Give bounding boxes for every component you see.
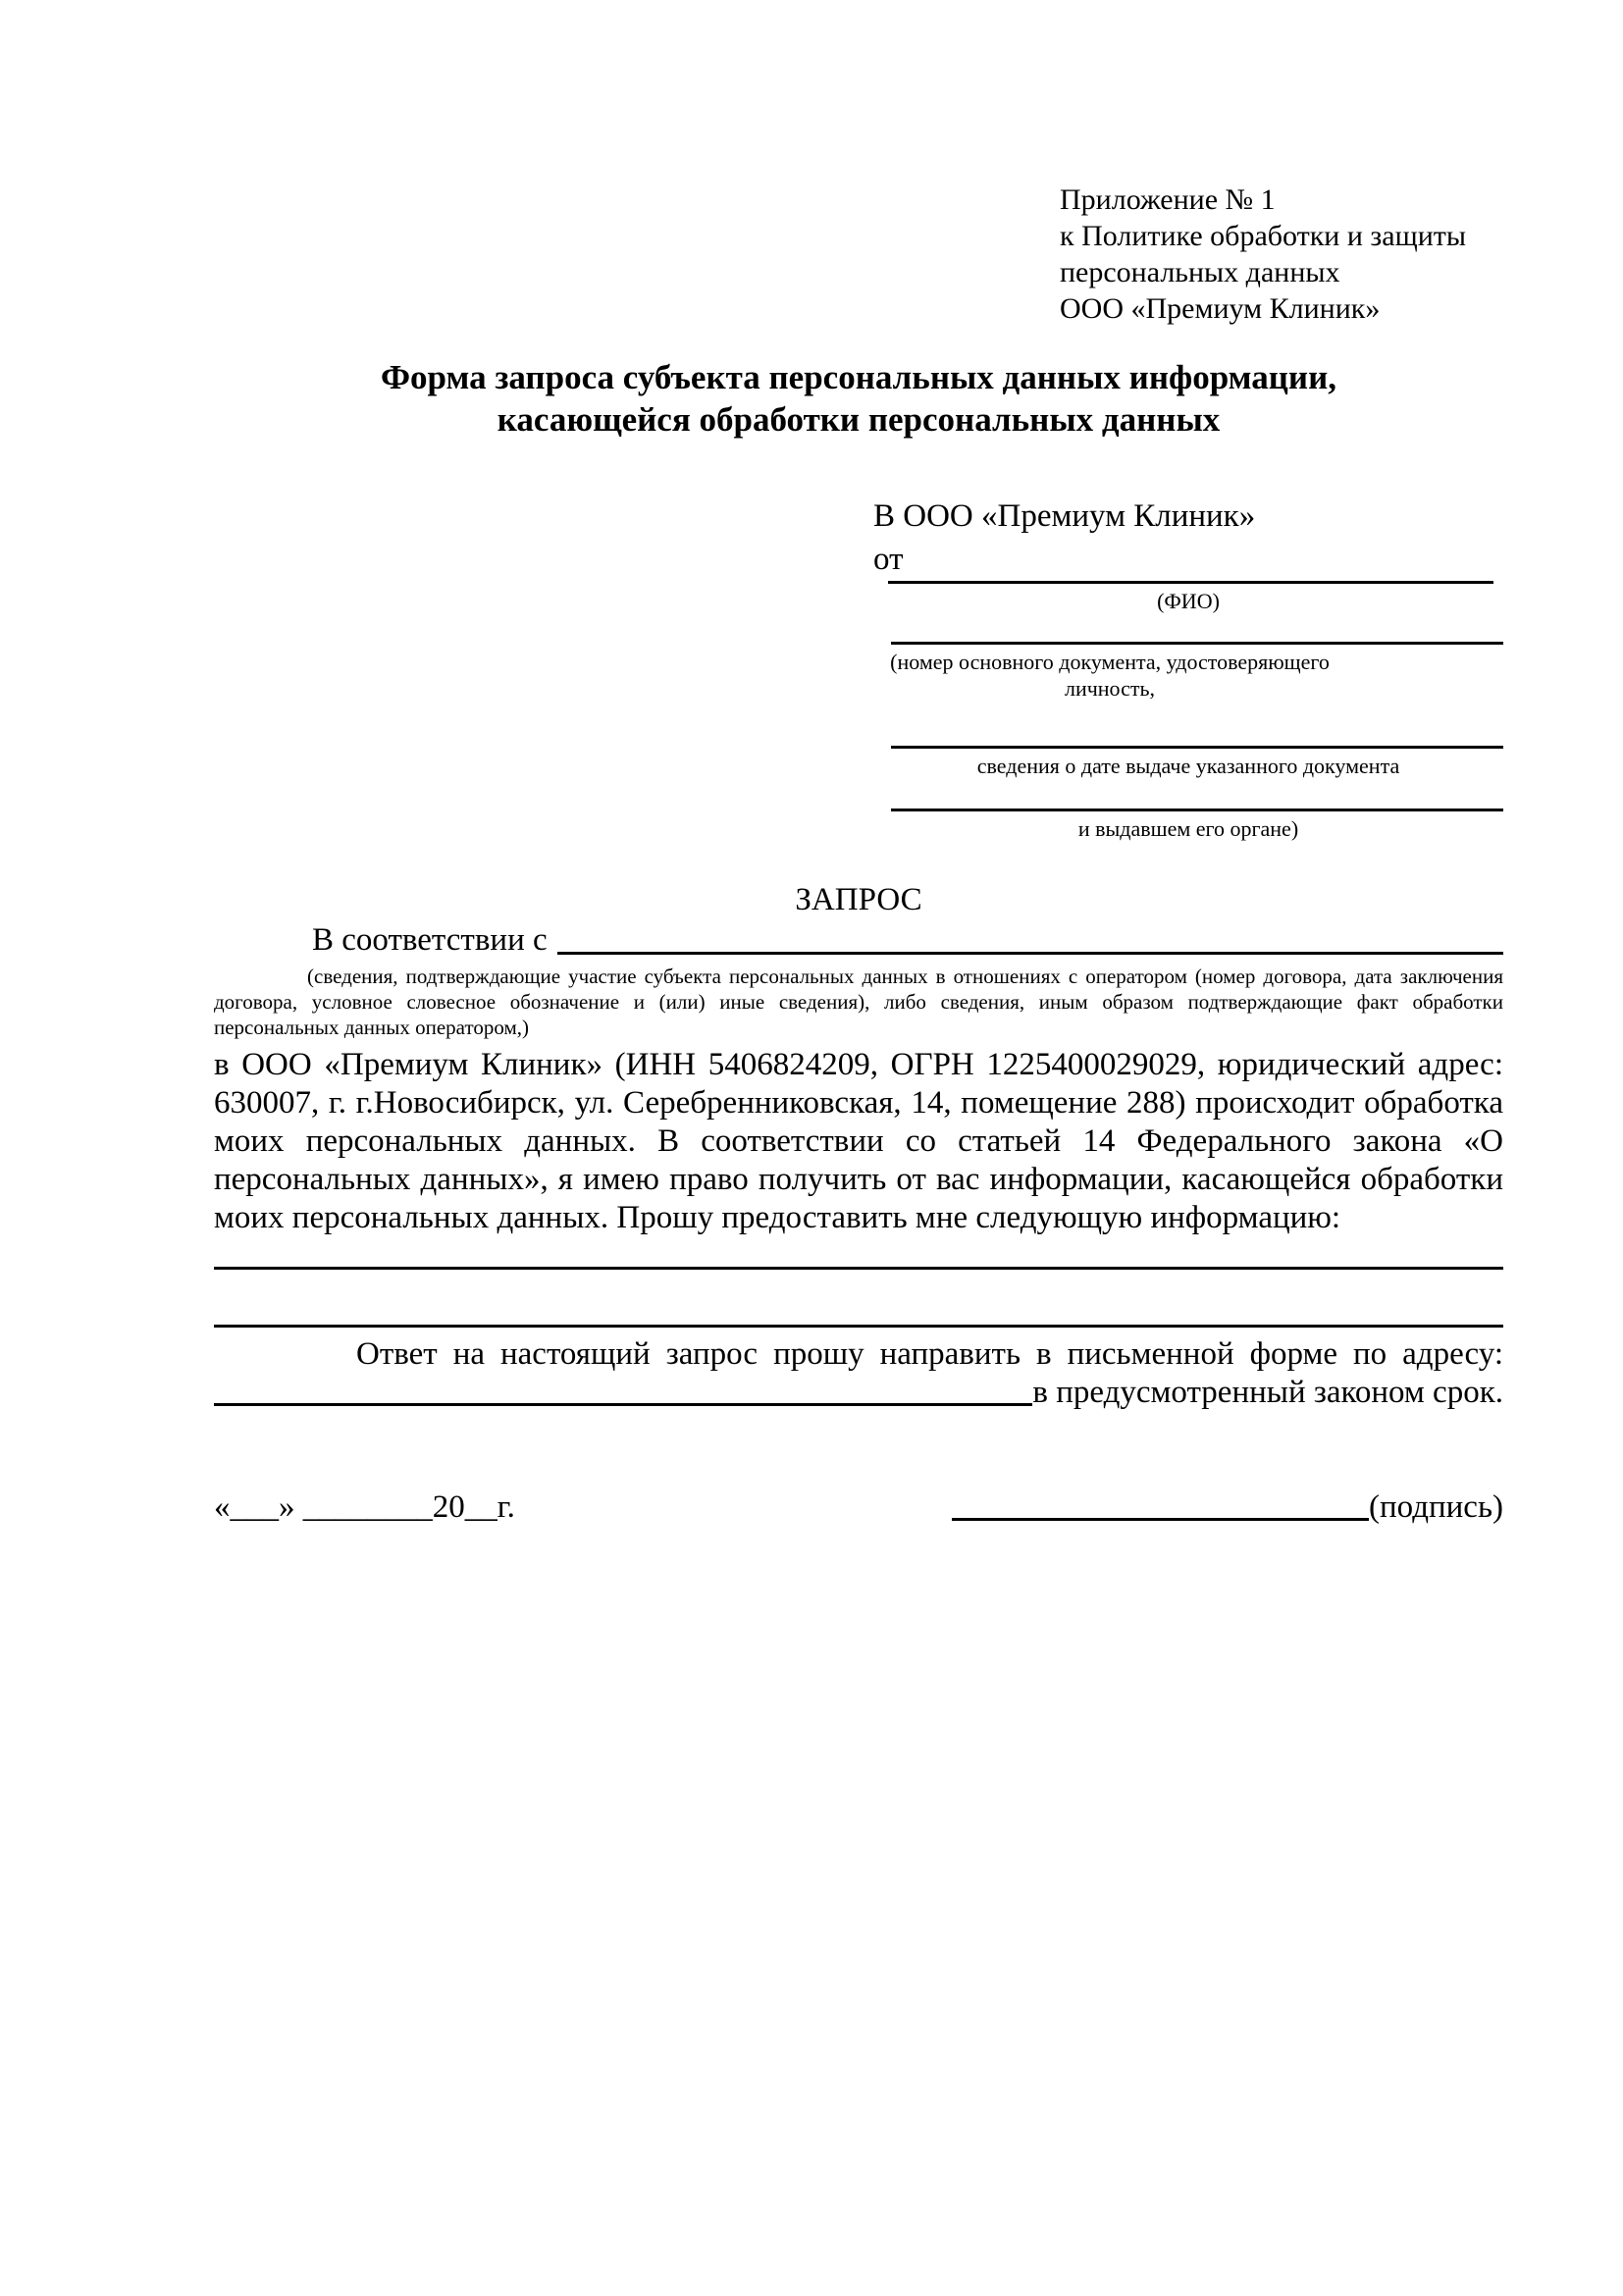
request-body: в ООО «Премиум Клиник» (ИНН 5406824209, ОГРН 1225400029029, юридический адрес: 630007, г. г.Новосибирск, ул. Серебренниковская, 14, помещение 288) происходит обработка моих персональных данных. В соответствии со статьей 14 Федерального закона «О персональных данных», я имею право получить от вас информации, касающейся обработки моих персональных данных. Прошу предоставить мне следующую информацию: <box>214 1047 1503 1235</box>
signature-line <box>952 1518 1369 1521</box>
appendix-header <box>1060 182 1503 327</box>
issuing-authority-line <box>891 809 1503 811</box>
signature-row <box>214 1488 1503 1527</box>
addressee-to: В ООО «Премиум Клиник» <box>873 498 1256 534</box>
issue-date-caption: сведения о дате выдаче указанного документа <box>976 754 1400 778</box>
reply-address-line <box>214 1374 1032 1406</box>
footnote: (сведения, подтверждающие участие субъекта персональных данных в отношениях с оператором (номер договора, дата заключения договора, условное словесное обозначение и (или) иные сведения), либо сведения, иным образом подтверждающие факт обработки персональных данных оператором,) <box>214 965 1503 1039</box>
info-blank-line-2 <box>214 1325 1503 1328</box>
appendix-line: ООО «Премиум Клиник» <box>1060 292 1381 325</box>
issuing-authority-caption: и выдавшем его органе) <box>1077 816 1299 841</box>
signature-caption: (подпись) <box>1369 1489 1503 1525</box>
accordance-fill-line <box>557 921 1503 955</box>
from-label: от <box>873 542 904 577</box>
document-number-line <box>891 642 1503 645</box>
appendix-line: к Политике обработки и защиты <box>1060 220 1467 252</box>
title-line: Форма запроса субъекта персональных данных информации, <box>380 358 1337 396</box>
info-blank-line-1 <box>214 1267 1503 1270</box>
document-title <box>214 356 1503 441</box>
fio-caption: (ФИО) <box>1157 589 1220 613</box>
addressee-block <box>873 495 1503 842</box>
reply-address-row <box>214 1374 1503 1412</box>
reply-suffix: в предусмотренный законом срок. <box>1032 1375 1503 1410</box>
request-heading: ЗАПРОС <box>795 882 922 917</box>
title-line: касающейся обработки персональных данных <box>497 400 1221 439</box>
appendix-line: персональных данных <box>1060 256 1340 288</box>
document-number-caption: (номер основного документа, удостоверяющего личность, <box>890 650 1330 701</box>
reply-sentence: Ответ на настоящий запрос прошу направить в письменной форме по адресу: <box>356 1336 1503 1372</box>
date-blank: «___» ________20__г. <box>214 1489 515 1525</box>
accordance-row <box>214 921 1503 960</box>
issue-date-line <box>891 746 1503 749</box>
accordance-label: В соответствии с <box>312 922 548 958</box>
appendix-line: Приложение № 1 <box>1060 183 1276 216</box>
fio-line <box>888 581 1493 584</box>
